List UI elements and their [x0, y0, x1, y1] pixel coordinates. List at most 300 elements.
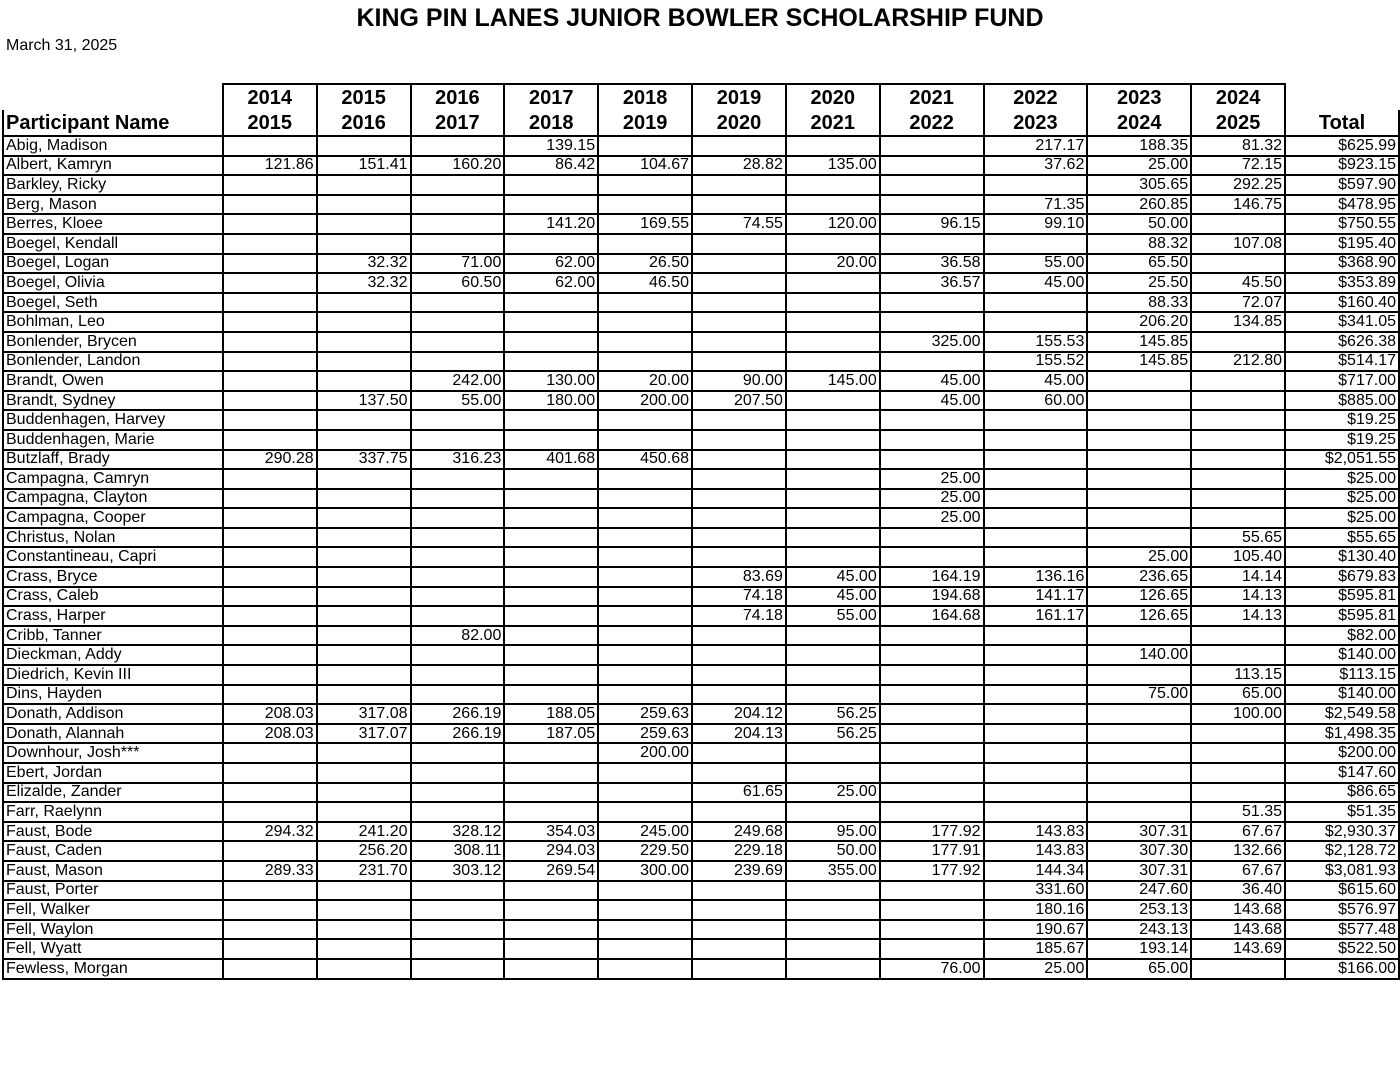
season-amount-cell	[786, 332, 880, 352]
season-amount-cell: 107.08	[1191, 234, 1285, 254]
season-amount-cell: 337.75	[317, 450, 411, 470]
total-cell: $595.81	[1285, 587, 1399, 607]
season-amount-cell	[223, 508, 317, 528]
season-amount-cell	[317, 430, 411, 450]
season-amount-cell	[880, 352, 984, 372]
season-amount-cell: 450.68	[598, 450, 692, 470]
season-amount-cell	[880, 783, 984, 803]
season-amount-cell: 45.00	[786, 567, 880, 587]
total-cell: $2,930.37	[1285, 822, 1399, 842]
season-amount-cell: 76.00	[880, 959, 984, 979]
season-amount-cell	[504, 959, 598, 979]
season-amount-cell	[984, 234, 1088, 254]
season-amount-cell: 45.50	[1191, 273, 1285, 293]
season-end-header: 2020	[692, 110, 786, 136]
season-amount-cell: 37.62	[984, 156, 1088, 176]
season-amount-cell: 20.00	[598, 371, 692, 391]
participant-name-cell: Elizalde, Zander	[3, 783, 223, 803]
season-amount-cell: 132.66	[1191, 841, 1285, 861]
season-amount-cell	[880, 645, 984, 665]
season-amount-cell	[504, 469, 598, 489]
season-amount-cell: 259.63	[598, 704, 692, 724]
season-amount-cell: 193.14	[1087, 939, 1191, 959]
total-cell: $25.00	[1285, 508, 1399, 528]
table-row	[3, 959, 1399, 979]
season-amount-cell	[317, 881, 411, 901]
participant-name-cell: Crass, Bryce	[3, 567, 223, 587]
season-amount-cell	[984, 430, 1088, 450]
season-amount-cell: 51.35	[1191, 802, 1285, 822]
season-amount-cell: 25.00	[880, 469, 984, 489]
season-amount-cell: 90.00	[692, 371, 786, 391]
season-amount-cell	[984, 293, 1088, 313]
season-amount-cell	[984, 175, 1088, 195]
season-amount-cell	[880, 136, 984, 156]
season-amount-cell	[223, 763, 317, 783]
season-amount-cell: 194.68	[880, 587, 984, 607]
season-amount-cell	[317, 587, 411, 607]
season-amount-cell	[223, 273, 317, 293]
season-amount-cell: 55.00	[411, 391, 505, 411]
total-header: Total	[1285, 110, 1399, 136]
season-amount-cell: 260.85	[1087, 195, 1191, 215]
season-amount-cell: 65.50	[1087, 254, 1191, 274]
season-amount-cell	[786, 959, 880, 979]
season-amount-cell	[317, 939, 411, 959]
total-cell: $923.15	[1285, 156, 1399, 176]
season-amount-cell: 317.07	[317, 724, 411, 744]
season-amount-cell	[786, 939, 880, 959]
season-amount-cell	[984, 665, 1088, 685]
season-amount-cell: 143.68	[1191, 920, 1285, 940]
season-amount-cell: 25.00	[1087, 156, 1191, 176]
season-amount-cell: 294.32	[223, 822, 317, 842]
season-amount-cell	[1191, 489, 1285, 509]
season-amount-cell: 74.18	[692, 587, 786, 607]
table-row	[3, 743, 1399, 763]
season-amount-cell	[880, 704, 984, 724]
total-cell: $160.40	[1285, 293, 1399, 313]
season-amount-cell: 130.00	[504, 371, 598, 391]
season-amount-cell	[598, 352, 692, 372]
total-cell: $1,498.35	[1285, 724, 1399, 744]
total-cell: $55.65	[1285, 528, 1399, 548]
season-amount-cell	[598, 645, 692, 665]
participant-name-cell: Campagna, Cooper	[3, 508, 223, 528]
total-cell: $130.40	[1285, 547, 1399, 567]
season-amount-cell: 71.00	[411, 254, 505, 274]
season-amount-cell: 305.65	[1087, 175, 1191, 195]
total-cell: $576.97	[1285, 900, 1399, 920]
season-amount-cell	[598, 195, 692, 215]
season-amount-cell: 289.33	[223, 861, 317, 881]
table-row	[3, 293, 1399, 313]
participant-name-cell: Faust, Mason	[3, 861, 223, 881]
season-amount-cell: 143.83	[984, 841, 1088, 861]
participant-name-cell: Bonlender, Brycen	[3, 332, 223, 352]
season-amount-cell	[786, 273, 880, 293]
season-amount-cell	[504, 195, 598, 215]
season-amount-cell	[786, 665, 880, 685]
season-amount-cell	[786, 920, 880, 940]
total-cell: $19.25	[1285, 410, 1399, 430]
season-amount-cell: 303.12	[411, 861, 505, 881]
season-amount-cell	[692, 508, 786, 528]
season-amount-cell	[411, 900, 505, 920]
season-amount-cell: 81.32	[1191, 136, 1285, 156]
season-amount-cell: 164.19	[880, 567, 984, 587]
season-amount-cell	[317, 802, 411, 822]
season-amount-cell	[504, 410, 598, 430]
season-amount-cell	[504, 332, 598, 352]
season-amount-cell	[317, 900, 411, 920]
season-amount-cell: 208.03	[223, 724, 317, 744]
season-amount-cell: 247.60	[1087, 881, 1191, 901]
participant-name-cell: Diedrich, Kevin III	[3, 665, 223, 685]
season-amount-cell: 204.12	[692, 704, 786, 724]
season-amount-cell: 355.00	[786, 861, 880, 881]
season-amount-cell	[880, 547, 984, 567]
participant-name-cell: Dins, Hayden	[3, 685, 223, 705]
season-amount-cell	[1087, 665, 1191, 685]
table-row	[3, 391, 1399, 411]
season-amount-cell	[786, 450, 880, 470]
table-row	[3, 587, 1399, 607]
season-amount-cell: 325.00	[880, 332, 984, 352]
season-amount-cell	[880, 763, 984, 783]
season-amount-cell	[880, 175, 984, 195]
participant-name-cell: Boegel, Olivia	[3, 273, 223, 293]
season-amount-cell	[223, 685, 317, 705]
season-amount-cell	[692, 763, 786, 783]
season-end-header: 2019	[598, 110, 692, 136]
season-amount-cell	[880, 665, 984, 685]
season-amount-cell	[984, 528, 1088, 548]
participant-rows	[3, 136, 1399, 979]
participant-name-cell: Boegel, Seth	[3, 293, 223, 313]
season-amount-cell	[317, 234, 411, 254]
season-amount-cell	[692, 195, 786, 215]
table-row	[3, 645, 1399, 665]
season-amount-cell	[411, 293, 505, 313]
season-amount-cell	[411, 743, 505, 763]
season-amount-cell	[223, 959, 317, 979]
season-amount-cell	[504, 685, 598, 705]
season-amount-cell	[598, 136, 692, 156]
season-amount-cell: 177.92	[880, 861, 984, 881]
season-amount-cell: 20.00	[786, 254, 880, 274]
season-amount-cell	[1087, 489, 1191, 509]
season-amount-cell	[598, 626, 692, 646]
participant-name-cell: Brandt, Owen	[3, 371, 223, 391]
season-amount-cell: 241.20	[317, 822, 411, 842]
season-amount-cell	[984, 704, 1088, 724]
table-row	[3, 410, 1399, 430]
table-row	[3, 841, 1399, 861]
season-amount-cell	[1087, 430, 1191, 450]
season-amount-cell	[504, 352, 598, 372]
season-amount-cell	[223, 391, 317, 411]
season-amount-cell	[1191, 469, 1285, 489]
participant-name-cell: Farr, Raelynn	[3, 802, 223, 822]
season-amount-cell: 28.82	[692, 156, 786, 176]
season-amount-cell	[692, 959, 786, 979]
season-amount-cell: 269.54	[504, 861, 598, 881]
season-amount-cell: 105.40	[1191, 547, 1285, 567]
season-amount-cell: 256.20	[317, 841, 411, 861]
season-amount-cell	[598, 685, 692, 705]
season-end-header: 2018	[504, 110, 598, 136]
season-amount-cell	[786, 645, 880, 665]
season-amount-cell	[317, 175, 411, 195]
season-amount-cell	[598, 234, 692, 254]
season-amount-cell	[411, 587, 505, 607]
season-amount-cell: 36.40	[1191, 881, 1285, 901]
season-amount-cell	[984, 743, 1088, 763]
season-amount-cell	[411, 959, 505, 979]
season-amount-cell: 71.35	[984, 195, 1088, 215]
season-end-header: 2016	[317, 110, 411, 136]
season-amount-cell: 151.41	[317, 156, 411, 176]
total-cell: $140.00	[1285, 645, 1399, 665]
season-amount-cell	[317, 332, 411, 352]
season-amount-cell: 32.32	[317, 254, 411, 274]
season-end-header: 2023	[984, 110, 1088, 136]
report-date: March 31, 2025	[6, 37, 118, 54]
table-row	[3, 881, 1399, 901]
season-start-header: 2017	[504, 84, 598, 110]
season-amount-cell: 308.11	[411, 841, 505, 861]
season-amount-cell	[504, 430, 598, 450]
season-amount-cell: 25.00	[880, 489, 984, 509]
season-amount-cell	[223, 802, 317, 822]
total-cell: $368.90	[1285, 254, 1399, 274]
season-amount-cell	[317, 743, 411, 763]
season-amount-cell: 126.65	[1087, 587, 1191, 607]
season-amount-cell	[692, 920, 786, 940]
blank-header-cell	[3, 84, 223, 110]
season-amount-cell	[504, 802, 598, 822]
season-amount-cell	[1191, 332, 1285, 352]
season-start-header: 2021	[880, 84, 984, 110]
season-amount-cell	[692, 450, 786, 470]
season-amount-cell: 26.50	[598, 254, 692, 274]
participant-name-cell: Cribb, Tanner	[3, 626, 223, 646]
table-row	[3, 469, 1399, 489]
season-amount-cell: 143.68	[1191, 900, 1285, 920]
table-row	[3, 371, 1399, 391]
season-amount-cell: 317.08	[317, 704, 411, 724]
season-amount-cell: 45.00	[984, 273, 1088, 293]
season-amount-cell: 67.67	[1191, 822, 1285, 842]
season-amount-cell: 55.00	[984, 254, 1088, 274]
season-amount-cell	[598, 293, 692, 313]
season-amount-cell	[504, 763, 598, 783]
season-amount-cell: 180.16	[984, 900, 1088, 920]
season-amount-cell: 292.25	[1191, 175, 1285, 195]
season-amount-cell: 188.05	[504, 704, 598, 724]
participant-name-cell: Donath, Addison	[3, 704, 223, 724]
season-amount-cell	[786, 900, 880, 920]
season-amount-cell: 50.00	[786, 841, 880, 861]
season-amount-cell	[411, 645, 505, 665]
season-amount-cell	[411, 195, 505, 215]
season-amount-cell	[411, 528, 505, 548]
table-row	[3, 312, 1399, 332]
season-amount-cell: 67.67	[1191, 861, 1285, 881]
total-cell: $341.05	[1285, 312, 1399, 332]
season-amount-cell	[223, 743, 317, 763]
season-amount-cell: 160.20	[411, 156, 505, 176]
season-amount-cell	[1191, 724, 1285, 744]
season-amount-cell	[411, 410, 505, 430]
season-amount-cell: 45.00	[880, 371, 984, 391]
season-amount-cell	[984, 763, 1088, 783]
season-amount-cell	[880, 430, 984, 450]
season-amount-cell	[504, 508, 598, 528]
total-cell: $717.00	[1285, 371, 1399, 391]
season-amount-cell	[692, 234, 786, 254]
season-amount-cell	[223, 430, 317, 450]
participant-name-cell: Constantineau, Capri	[3, 547, 223, 567]
table-row	[3, 352, 1399, 372]
season-amount-cell: 45.00	[786, 587, 880, 607]
season-amount-cell	[1087, 528, 1191, 548]
season-amount-cell	[786, 685, 880, 705]
season-amount-cell	[1087, 763, 1191, 783]
season-amount-cell	[692, 645, 786, 665]
season-amount-cell: 140.00	[1087, 645, 1191, 665]
season-amount-cell	[223, 332, 317, 352]
participant-name-cell: Ebert, Jordan	[3, 763, 223, 783]
total-cell: $522.50	[1285, 939, 1399, 959]
season-amount-cell	[411, 508, 505, 528]
table-row	[3, 508, 1399, 528]
season-amount-cell	[504, 645, 598, 665]
season-amount-cell	[223, 489, 317, 509]
table-row	[3, 547, 1399, 567]
season-amount-cell: 120.00	[786, 214, 880, 234]
season-amount-cell: 190.67	[984, 920, 1088, 940]
season-amount-cell: 185.67	[984, 939, 1088, 959]
scholarship-table	[2, 83, 1400, 980]
season-amount-cell: 50.00	[1087, 214, 1191, 234]
season-amount-cell	[692, 352, 786, 372]
season-amount-cell	[598, 783, 692, 803]
season-amount-cell: 300.00	[598, 861, 692, 881]
total-cell: $2,128.72	[1285, 841, 1399, 861]
participant-name-cell: Berres, Kloee	[3, 214, 223, 234]
season-amount-cell	[504, 528, 598, 548]
season-amount-cell	[692, 802, 786, 822]
season-amount-cell	[984, 450, 1088, 470]
season-amount-cell	[984, 783, 1088, 803]
season-amount-cell	[317, 547, 411, 567]
season-amount-cell	[984, 685, 1088, 705]
season-amount-cell	[411, 939, 505, 959]
season-amount-cell	[504, 606, 598, 626]
total-cell: $25.00	[1285, 489, 1399, 509]
season-amount-cell	[317, 783, 411, 803]
season-amount-cell	[984, 724, 1088, 744]
season-amount-cell	[598, 802, 692, 822]
total-cell: $195.40	[1285, 234, 1399, 254]
season-amount-cell	[411, 469, 505, 489]
season-amount-cell	[504, 234, 598, 254]
season-amount-cell	[880, 156, 984, 176]
table-row	[3, 528, 1399, 548]
season-amount-cell: 14.14	[1191, 567, 1285, 587]
season-end-header: 2025	[1191, 110, 1285, 136]
season-amount-cell	[223, 645, 317, 665]
season-amount-cell: 45.00	[984, 371, 1088, 391]
season-amount-cell: 25.50	[1087, 273, 1191, 293]
season-end-header: 2022	[880, 110, 984, 136]
season-amount-cell	[598, 332, 692, 352]
season-amount-cell	[1191, 391, 1285, 411]
season-amount-cell: 95.00	[786, 822, 880, 842]
season-amount-cell	[411, 881, 505, 901]
season-amount-cell	[504, 293, 598, 313]
season-amount-cell: 236.65	[1087, 567, 1191, 587]
season-amount-cell	[317, 606, 411, 626]
season-amount-cell	[692, 312, 786, 332]
season-amount-cell: 229.18	[692, 841, 786, 861]
season-amount-cell	[223, 410, 317, 430]
season-amount-cell: 55.00	[786, 606, 880, 626]
season-amount-cell: 206.20	[1087, 312, 1191, 332]
season-amount-cell: 266.19	[411, 724, 505, 744]
season-amount-cell	[317, 312, 411, 332]
season-amount-cell	[411, 312, 505, 332]
season-amount-cell	[317, 763, 411, 783]
season-amount-cell	[598, 881, 692, 901]
document-title: KING PIN LANES JUNIOR BOWLER SCHOLARSHIP FUND	[356, 4, 1044, 32]
season-amount-cell	[786, 489, 880, 509]
season-amount-cell	[786, 293, 880, 313]
season-amount-cell: 187.05	[504, 724, 598, 744]
season-amount-cell	[786, 508, 880, 528]
season-amount-cell: 146.75	[1191, 195, 1285, 215]
season-amount-cell: 74.55	[692, 214, 786, 234]
table-row	[3, 332, 1399, 352]
participant-name-cell: Butzlaff, Brady	[3, 450, 223, 470]
total-cell: $113.15	[1285, 665, 1399, 685]
season-amount-cell	[984, 508, 1088, 528]
season-amount-cell	[598, 469, 692, 489]
season-amount-cell	[786, 175, 880, 195]
season-amount-cell	[984, 645, 1088, 665]
season-amount-cell: 354.03	[504, 822, 598, 842]
season-amount-cell: 100.00	[1191, 704, 1285, 724]
season-amount-cell	[880, 724, 984, 744]
season-amount-cell	[1191, 959, 1285, 979]
season-amount-cell: 217.17	[984, 136, 1088, 156]
total-cell: $3,081.93	[1285, 861, 1399, 881]
table-row	[3, 685, 1399, 705]
total-cell: $51.35	[1285, 802, 1399, 822]
season-amount-cell	[1087, 724, 1191, 744]
season-amount-cell	[317, 214, 411, 234]
season-amount-cell: 290.28	[223, 450, 317, 470]
season-amount-cell	[598, 175, 692, 195]
season-amount-cell	[1191, 450, 1285, 470]
season-amount-cell	[984, 547, 1088, 567]
season-amount-cell	[223, 587, 317, 607]
table-row	[3, 763, 1399, 783]
total-cell: $200.00	[1285, 743, 1399, 763]
season-amount-cell	[692, 547, 786, 567]
